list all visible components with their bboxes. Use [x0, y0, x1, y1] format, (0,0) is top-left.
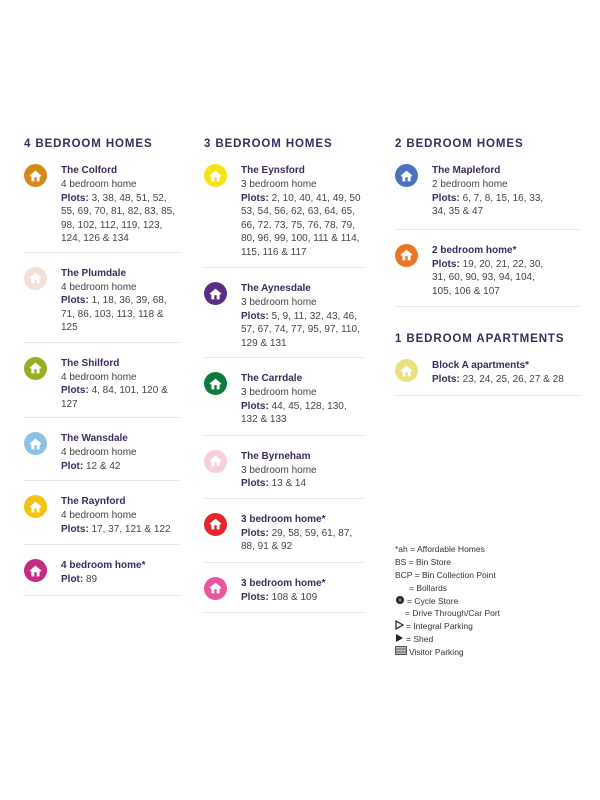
home-type-entry: [204, 282, 364, 358]
house-icon: [24, 559, 47, 582]
house-icon: [24, 164, 47, 187]
plots-value: 1, 18, 36, 39, 68, 71, 86, 103, 113, 118 & 125: [61, 295, 167, 333]
home-name: 2 bedroom home*: [432, 244, 517, 256]
section-title: 4 BEDROOM HOMES: [24, 138, 153, 150]
legend-item: [395, 620, 500, 633]
triangle-filled-icon: [395, 633, 404, 647]
house-icon: [24, 267, 47, 290]
plots-label: Plots:: [432, 192, 460, 204]
legend-text: BCP = Bin Collection Point: [395, 569, 496, 580]
section-title-apartments: 1 BEDROOM APARTMENTS: [395, 333, 565, 345]
home-type-entry: [24, 495, 180, 545]
home-type-entry: [395, 359, 580, 396]
house-icon: [204, 513, 227, 536]
plots-value: 29, 58, 59, 61, 87, 88, 91 & 92: [241, 527, 353, 552]
plots-label: Plots:: [241, 310, 269, 322]
legend-text: Visitor Parking: [409, 647, 464, 658]
plot-numbers: [241, 400, 363, 427]
plots-label: Plots:: [61, 523, 89, 535]
plots-value: 2, 10, 40, 41, 49, 50 53, 54, 56, 62, 63, 64, 65, 66, 72, 73, 75, 76, 78, 79, 80, 96, 99, 100, 111 & 114, 115, 116 & 117: [241, 192, 361, 258]
home-name: The Raynford: [61, 496, 126, 507]
plots-label: Plots:: [241, 527, 269, 539]
plot-numbers: [432, 373, 582, 387]
legend-text: = Drive Through/Car Port: [405, 608, 501, 619]
legend-text: BS = Bin Store: [395, 556, 451, 567]
triangle-outline-icon: [395, 620, 404, 634]
plot-numbers: [61, 294, 179, 335]
plots-label: Plots:: [241, 478, 269, 489]
map-legend: [395, 543, 500, 659]
home-type: 4 bedroom home: [61, 281, 137, 293]
plots-value: 5, 9, 11, 32, 43, 46, 57, 67, 74, 77, 95, 97, 110, 129 & 131: [241, 310, 360, 349]
home-name: The Shilford: [61, 357, 120, 369]
plot-numbers: [61, 573, 179, 587]
house-icon: [395, 359, 418, 382]
legend-item: [395, 607, 500, 620]
legend-item: [395, 633, 500, 646]
home-name: 3 bedroom home*: [241, 513, 326, 525]
legend-item: [395, 543, 500, 556]
plots-value: 44, 45, 128, 130, 132 & 133: [241, 400, 347, 425]
home-type: 4 bedroom home: [61, 447, 137, 458]
home-type: 4 bedroom home: [61, 371, 137, 383]
home-type-entry: [204, 513, 364, 563]
two-bedroom-column: [395, 138, 580, 410]
house-icon: [24, 357, 47, 380]
home-type-entry: [24, 267, 180, 343]
plots-label: Plots:: [432, 258, 460, 270]
plot-numbers: [241, 477, 363, 491]
home-type: 2 bedroom home: [432, 179, 508, 190]
legend-item: [395, 569, 500, 582]
home-type-entry: [204, 450, 364, 499]
legend-item: [395, 556, 500, 569]
plots-value: 19, 20, 21, 22, 30, 31, 60, 90, 93, 94, 104, 105, 106 & 107: [432, 258, 544, 297]
section-title: 3 BEDROOM HOMES: [204, 138, 333, 150]
house-icon: [395, 244, 418, 267]
plot-numbers: [61, 460, 179, 474]
bollard-icon: [395, 582, 407, 595]
house-icon: [204, 164, 227, 187]
plots-value: 23, 24, 25, 26, 27 & 28: [462, 374, 564, 385]
plots-label: Plots:: [61, 295, 89, 306]
home-type: 3 bedroom home: [241, 464, 317, 476]
plot-numbers: [241, 192, 363, 260]
home-name: The Eynsford: [241, 165, 305, 176]
home-type-entry: [24, 559, 180, 596]
home-type-entry: [204, 577, 364, 614]
cycle-store-icon: [395, 595, 405, 609]
legend-text: = Shed: [406, 634, 434, 645]
legend-text: = Integral Parking: [406, 621, 473, 632]
home-type: 3 bedroom home: [241, 179, 317, 190]
home-type-entry: [204, 164, 364, 268]
house-icon: [204, 577, 227, 600]
plots-label: Plots:: [61, 192, 89, 204]
home-type: 3 bedroom home: [241, 297, 317, 308]
plot-numbers: [61, 384, 179, 411]
plots-value: 12 & 42: [86, 460, 121, 472]
home-type: 3 bedroom home: [241, 387, 317, 398]
plot-numbers: [432, 258, 556, 299]
entries-apartments: [395, 359, 580, 396]
plots-value: 108 & 109: [271, 591, 318, 603]
home-name: 3 bedroom home*: [241, 577, 326, 589]
plots-value: 17, 37, 121 & 122: [91, 523, 171, 535]
house-icon: [24, 432, 47, 455]
section-title: 2 BEDROOM HOMES: [395, 138, 524, 150]
drive-through-icon: [395, 608, 403, 621]
plots-label: Plots:: [241, 591, 269, 603]
plots-value: 89: [86, 574, 98, 585]
home-name: The Colford: [61, 165, 118, 176]
home-type: 4 bedroom home: [61, 510, 137, 521]
plots-label: Plots:: [241, 192, 269, 204]
home-name: The Byrneham: [241, 450, 311, 462]
plot-numbers: [241, 310, 363, 351]
legend-text: = Bollards: [409, 582, 448, 593]
home-name: Block A apartments*: [432, 360, 530, 371]
home-type: 4 bedroom home: [61, 179, 137, 190]
entries-4bed: [24, 164, 180, 596]
plots-label: Plots:: [241, 400, 269, 412]
plot-numbers: [241, 527, 363, 554]
home-name: 4 bedroom home*: [61, 560, 146, 571]
entries-2bed: [395, 164, 580, 307]
four-bedroom-column: [24, 138, 180, 610]
home-type-entry: [204, 372, 364, 436]
legend-text: = Cycle Store: [407, 595, 459, 606]
plots-label: Plot:: [61, 460, 84, 472]
plots-value: 3, 38, 48, 51, 52, 55, 69, 70, 81, 82, 83, 85, 98, 102, 112, 119, 123, 124, 126 & 134: [61, 192, 175, 244]
house-icon: [204, 372, 227, 395]
home-type-entry: [24, 164, 180, 253]
home-type-entry: [395, 164, 580, 230]
legend-text: *ah = Affordable Homes: [395, 544, 485, 554]
plots-label: Plots:: [432, 374, 460, 385]
entries-3bed: [204, 164, 364, 613]
three-bedroom-column: [204, 138, 364, 627]
plot-numbers: [432, 192, 556, 219]
visitor-parking-icon: [395, 646, 407, 659]
plots-value: 13 & 14: [271, 478, 307, 489]
plot-numbers: [241, 591, 363, 605]
house-icon: [204, 450, 227, 473]
house-icon: [204, 282, 227, 305]
home-type-entry: [395, 244, 580, 308]
plots-value: 4, 84, 101, 120 & 127: [61, 385, 168, 410]
legend-item: [395, 595, 500, 608]
home-type-entry: [24, 357, 180, 419]
home-name: The Mapleford: [432, 165, 501, 176]
home-name: The Aynesdale: [241, 283, 311, 294]
home-name: The Wansdale: [61, 433, 128, 444]
plots-value: 6, 7, 8, 15, 16, 33, 34, 35 & 47: [432, 192, 544, 217]
plot-numbers: [61, 192, 179, 246]
house-icon: [24, 495, 47, 518]
house-icon: [395, 164, 418, 187]
plot-numbers: [61, 523, 179, 537]
legend-item: [395, 646, 500, 659]
home-type-entry: [24, 432, 180, 481]
plots-label: Plots:: [61, 385, 89, 396]
home-name: The Plumdale: [61, 267, 127, 279]
plots-label: Plot:: [61, 574, 84, 585]
home-name: The Carrdale: [241, 373, 303, 384]
legend-item: [395, 582, 500, 595]
